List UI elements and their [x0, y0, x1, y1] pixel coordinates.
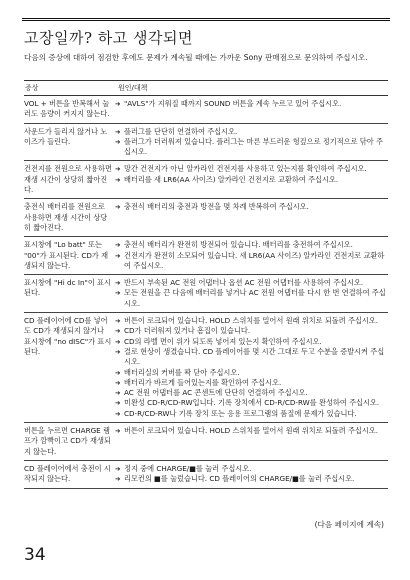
table-row — [24, 124, 388, 162]
symptom-cell: CD 플레이어에서 충전이 시작되지 않는다. — [24, 463, 111, 484]
remedy-list — [115, 278, 388, 309]
table-row — [24, 313, 388, 423]
title-rule — [22, 18, 390, 21]
arrow-right-icon: ➔ — [115, 165, 121, 174]
list-item — [115, 127, 388, 137]
list-item — [115, 347, 388, 368]
arrow-right-icon: ➔ — [115, 289, 121, 298]
remedy-text: CD가 더러워져 있거나 흠집이 있습니다. — [124, 326, 251, 336]
remedy-text: 정지 중에 CHARGE/■를 눌러 주십시오. — [124, 463, 252, 473]
remedy-text: 배터리를 새 LR6(AA 사이즈) 알카라인 건전지로 교환하여 주십시오. — [124, 174, 339, 184]
remedy-text: 충전식 배터리의 충전과 방전을 몇 차례 반복하여 주십시오. — [124, 202, 309, 212]
arrow-right-icon: ➔ — [115, 203, 121, 212]
remedy-text: CD의 라벨 면이 위가 되도록 넣어져 있는지 확인하여 주십시오. — [124, 336, 322, 346]
remedy-list — [115, 240, 388, 271]
list-item — [115, 326, 388, 336]
remedy-list — [115, 164, 388, 195]
list-item — [115, 409, 388, 419]
arrow-right-icon: ➔ — [115, 464, 121, 473]
list-item — [115, 378, 388, 388]
remedy-text: 건전지가 완전히 소모되어 있습니다. 새 LR6(AA 사이즈) 알카라인 건전지로 교환하여 주십시오. — [124, 250, 385, 270]
list-item — [115, 164, 388, 174]
remedy-text: 플러그가 더러워져 있습니다. 플러그는 마른 부드러운 헝겊으로 정기적으로 닦아 주십시오. — [124, 136, 383, 157]
arrow-right-icon: ➔ — [115, 475, 121, 484]
remedy-text: 망간 건전지가 아닌 알카라인 건전지를 사용하고 있는지를 확인하여 주십시오. — [124, 164, 367, 174]
list-item — [115, 474, 388, 484]
arrow-right-icon: ➔ — [115, 251, 121, 260]
arrow-right-icon: ➔ — [115, 347, 121, 356]
arrow-right-icon: ➔ — [115, 378, 121, 387]
list-item — [115, 316, 388, 326]
arrow-right-icon: ➔ — [115, 175, 121, 184]
arrow-right-icon: ➔ — [115, 337, 121, 346]
remedy-text: 플러그를 단단히 연결하여 주십시오. — [124, 126, 238, 136]
column-header-symptom: 증상 — [25, 84, 39, 92]
list-item — [115, 278, 388, 288]
remedy-text: 버튼이 로크되어 있습니다. HOLD 스위치를 밀어서 원래 위치로 되돌려 주십시오. — [124, 426, 379, 436]
symptom-cell: 충전식 배터리를 전원으로 사용하면 재생 시간이 상당히 짧아진다. — [24, 202, 108, 232]
column-header-cause: 원인/대책 — [118, 84, 148, 92]
remedy-text: 충전식 배터리가 완전히 방전되어 있습니다. 배터리를 충전하여 주십시오. — [124, 240, 353, 250]
table-row — [24, 199, 388, 237]
remedy-list — [115, 127, 388, 158]
table-row — [24, 461, 388, 489]
table-row — [24, 237, 388, 275]
remedy-text: 배터리실의 커버를 꽉 닫아 주십시오. — [124, 367, 240, 377]
page-title: 고장일까? 하고 생각되면 — [24, 29, 193, 47]
list-item — [115, 137, 388, 158]
arrow-right-icon: ➔ — [115, 409, 121, 418]
remedy-text: 결로 현상이 생겼습니다. CD 플레이어를 몇 시간 그대로 두고 수분을 증발시켜 주십시오. — [124, 346, 385, 367]
list-item — [115, 251, 388, 272]
remedy-list — [115, 99, 388, 120]
continued-note: (다음 페이지에 계속) — [314, 520, 384, 529]
table-row — [24, 423, 388, 461]
list-item — [115, 99, 388, 109]
list-item — [115, 388, 388, 398]
arrow-right-icon: ➔ — [115, 127, 121, 136]
list-item — [115, 337, 388, 347]
list-item — [115, 202, 388, 212]
arrow-right-icon: ➔ — [115, 427, 121, 436]
symptom-cell: 건전지를 전원으로 사용하면 재생 시간이 상당히 짧아진다. — [24, 164, 112, 195]
troubleshooting-table — [24, 80, 388, 489]
remedy-list — [115, 202, 388, 233]
symptom-cell: 버튼을 누르면 CHARGE 램프가 깜빡이고 CD가 재생되지 않는다. — [24, 426, 111, 456]
table-header — [24, 80, 388, 96]
arrow-right-icon: ➔ — [115, 241, 121, 250]
remedy-text: "AVLS"가 지워질 때까지 SOUND 버튼을 계속 누르고 있어 주십시오. — [124, 99, 342, 108]
table-row — [24, 275, 388, 313]
remedy-text: 버튼이 로크되어 있습니다. HOLD 스위치를 밀어서 원래 위치로 되돌려 주십시오. — [124, 316, 379, 326]
remedy-list — [115, 464, 388, 485]
symptom-cell: 사운드가 들리지 않거나 노이즈가 들린다. — [24, 126, 108, 146]
arrow-right-icon: ➔ — [115, 399, 121, 408]
list-item — [115, 368, 388, 378]
remedy-text: 반드시 부속된 AC 전원 어댑터나 옵션 AC 전원 어댑터를 사용하여 주십시오. — [124, 278, 364, 288]
arrow-right-icon: ➔ — [115, 327, 121, 336]
table-row — [24, 161, 388, 199]
list-item — [115, 175, 388, 185]
page-number: 34 — [24, 545, 46, 565]
remedy-text: 배터리가 바르게 들어있는지를 확인하여 주십시오. — [124, 377, 282, 387]
remedy-text: 리모컨의 ■를 눌렀습니다. CD 플레이어의 CHARGE/■를 눌러 주십시오. — [124, 474, 355, 484]
symptom-cell: CD 플레이어에 CD를 넣어도 CD가 재생되지 않거나 표시창에 "no dISC"가 표시된다. — [24, 316, 112, 356]
list-item — [115, 464, 388, 474]
remedy-list — [115, 426, 388, 457]
arrow-right-icon: ➔ — [115, 317, 121, 326]
symptom-cell: 표시창에 "Hi dc In"이 표시된다. — [24, 278, 111, 298]
symptom-cell: 표시창에 "Lo batt" 또는 "00"가 표시된다. CD가 재생되지 않는다. — [24, 240, 109, 270]
remedy-text: 미완성 CD-R/CD-RW입니다. 기록 장치에서 CD-R/CD-RW를 완성하여 주십시오. — [124, 398, 380, 408]
arrow-right-icon: ➔ — [115, 100, 121, 108]
table-row — [24, 96, 388, 124]
remedy-text: 모든 전원을 끈 다음에 배터리를 넣거나 AC 전원 어댑터를 다시 한 번 연결하여 주십시오. — [124, 288, 386, 308]
remedy-text: CD-R/CD-RW나 기록 장치 또는 응용 프로그램의 품질에 문제가 있습니다. — [124, 408, 357, 418]
list-item — [115, 240, 388, 250]
list-item — [115, 288, 388, 309]
arrow-right-icon: ➔ — [115, 279, 121, 288]
remedy-list — [115, 316, 388, 419]
arrow-right-icon: ➔ — [115, 137, 121, 146]
arrow-right-icon: ➔ — [115, 368, 121, 377]
symptom-cell: VOL + 버튼을 반복해서 눌러도 음량이 커지지 않는다. — [24, 99, 110, 119]
table-body — [24, 96, 388, 489]
list-item — [115, 426, 388, 436]
remedy-text: AC 전원 어댑터를 AC 콘센트에 단단히 연결하여 주십시오. — [124, 388, 308, 398]
arrow-right-icon: ➔ — [115, 389, 121, 398]
intro-text: 다음의 증상에 대하여 점검한 후에도 문제가 계속될 때에는 가까운 Sony 판매점으로 문의하여 주십시오. — [24, 53, 368, 62]
list-item — [115, 398, 388, 408]
